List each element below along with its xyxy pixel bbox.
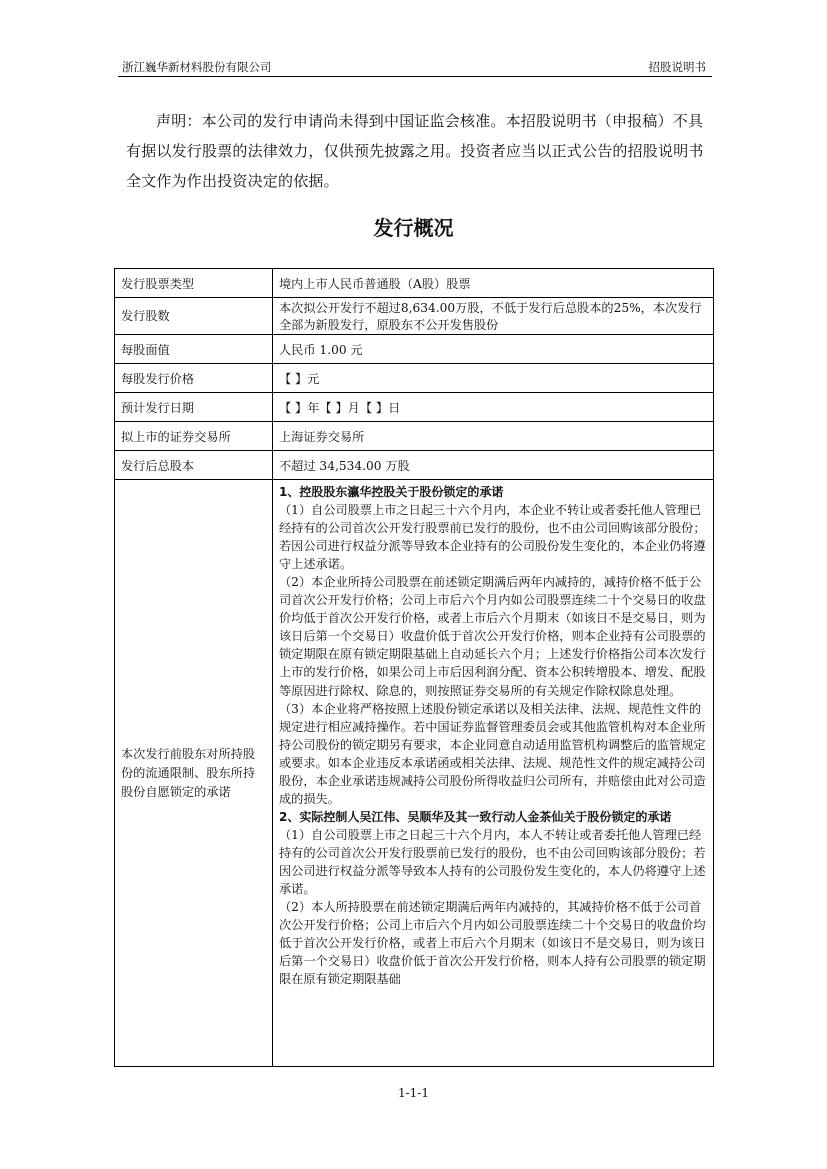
row-value: 【 】元 [273, 364, 714, 393]
row-value: 人民币 1.00 元 [273, 335, 714, 364]
row-value: 境内上市人民币普通股（A股）股票 [273, 269, 714, 298]
section-1-paragraph-2: （2）本企业所持公司股票在前述锁定期满后两年内减持的，减持价格不低于公司首次公开发行价格；公司上市后六个月内如公司股票连续二十个交易日的收盘价均低于首次公开发行价格，或者上市后六个月期末（如该日不是交易日，则为该日后第一个交易日）收盘价低于首次公开发行价格，则本企业持有公司股票的锁定期限在原有锁定期限基础上自动延长六个月；上述发行价格指公司本次发行上市的发行价格，如果公司上市后因利润分配、资本公积转增股本、增发、配股等原因进行除权、除息的，则按照证券交易所的有关规定作除权除息处理。 [279, 575, 706, 698]
table-row [115, 422, 714, 451]
header-doc-type: 招股说明书 [648, 60, 706, 74]
table-row-lockup [115, 480, 714, 1067]
row-label: 发行股票类型 [115, 269, 273, 298]
row-value: 不超过 34,534.00 万股 [273, 451, 714, 480]
row-label: 拟上市的证券交易所 [115, 422, 273, 451]
row-value: 本次拟公开发行不超过8,634.00万股，不低于发行后总股本的25%，本次发行全部为新股发行，原股东不公开发售股份 [273, 298, 714, 335]
row-label: 每股面值 [115, 335, 273, 364]
table-row [115, 298, 714, 335]
section-1-paragraph-3: （3）本企业将严格按照上述股份锁定承诺以及相关法律、法规、规范性文件的规定进行相应减持操作。若中国证券监督管理委员会或其他监管机构对本企业所持公司股份的锁定期另有要求，本企业同意自动适用监管机构调整后的监管规定或要求。如本企业违反本承诺函或相关法律、法规、规范性文件的规定减持公司股份，本企业承诺违规减持公司股份所得收益归公司所有，并赔偿由此对公司造成的损失。 [279, 701, 706, 806]
row-label: 每股发行价格 [115, 364, 273, 393]
offering-overview-table [114, 268, 714, 1067]
table-row [115, 451, 714, 480]
row-label: 发行后总股本 [115, 451, 273, 480]
page-title: 发行概况 [373, 216, 454, 240]
section-1-paragraph-1: （1）自公司股票上市之日起三十六个月内，本企业不转让或者委托他人管理已经持有的公司首次公开发行股票前已发行的股份，也不由公司回购该部分股份；若因公司进行权益分派等导致本企业持有的公司股份发生变化的，本企业仍将遵守上述承诺。 [279, 503, 706, 572]
lockup-label: 本次发行前股东对所持股份的流通限制、股东所持股份自愿锁定的承诺 [115, 480, 273, 1067]
row-value: 上海证券交易所 [273, 422, 714, 451]
section-2-paragraph-2: （2）本人所持股票在前述锁定期满后两年内减持的，其减持价格不低于公司首次公开发行价格；公司上市后六个月内如公司股票连续二十个交易日的收盘价均低于首次公开发行价格，或者上市后六个月期末（如该日不是交易日，则为该日后第一个交易日）收盘价低于首次公开发行价格，则本人持有公司股票的锁定期限在原有锁定期限基础 [279, 900, 706, 987]
row-value: 【 】年【 】月【 】日 [273, 393, 714, 422]
section-1-title: 1、控股股东瀛华控股关于股份锁定的承诺 [279, 485, 504, 499]
page-header [118, 56, 712, 77]
table-row [115, 269, 714, 298]
section-2-title: 2、实际控制人吴江伟、吴顺华及其一致行动人金茶仙关于股份锁定的承诺 [279, 809, 672, 824]
disclaimer-statement: 声明：本公司的发行申请尚未得到中国证监会核准。本招股说明书（申报稿）不具有据以发行股票的法律效力，仅供预先披露之用。投资者应当以正式公告的招股说明书全文作为作出投资决定的依据。 [126, 112, 704, 190]
row-label: 发行股数 [115, 298, 273, 335]
lockup-commitments [273, 480, 714, 1067]
table-row [115, 364, 714, 393]
row-label: 预计发行日期 [115, 393, 273, 422]
table-row [115, 393, 714, 422]
header-company-name: 浙江巍华新材料股份有限公司 [122, 60, 272, 74]
page-number: 1-1-1 [397, 1086, 429, 1100]
section-2-paragraph-1: （1）自公司股票上市之日起三十六个月内，本人不转让或者委托他人管理已经持有的公司首次公开发行股票前已发行的股份，也不由公司回购该部分股份；若因公司进行权益分派等导致本人持有的公司股份发生变化的，本人仍将遵守上述承诺。 [279, 827, 706, 897]
table-row [115, 335, 714, 364]
